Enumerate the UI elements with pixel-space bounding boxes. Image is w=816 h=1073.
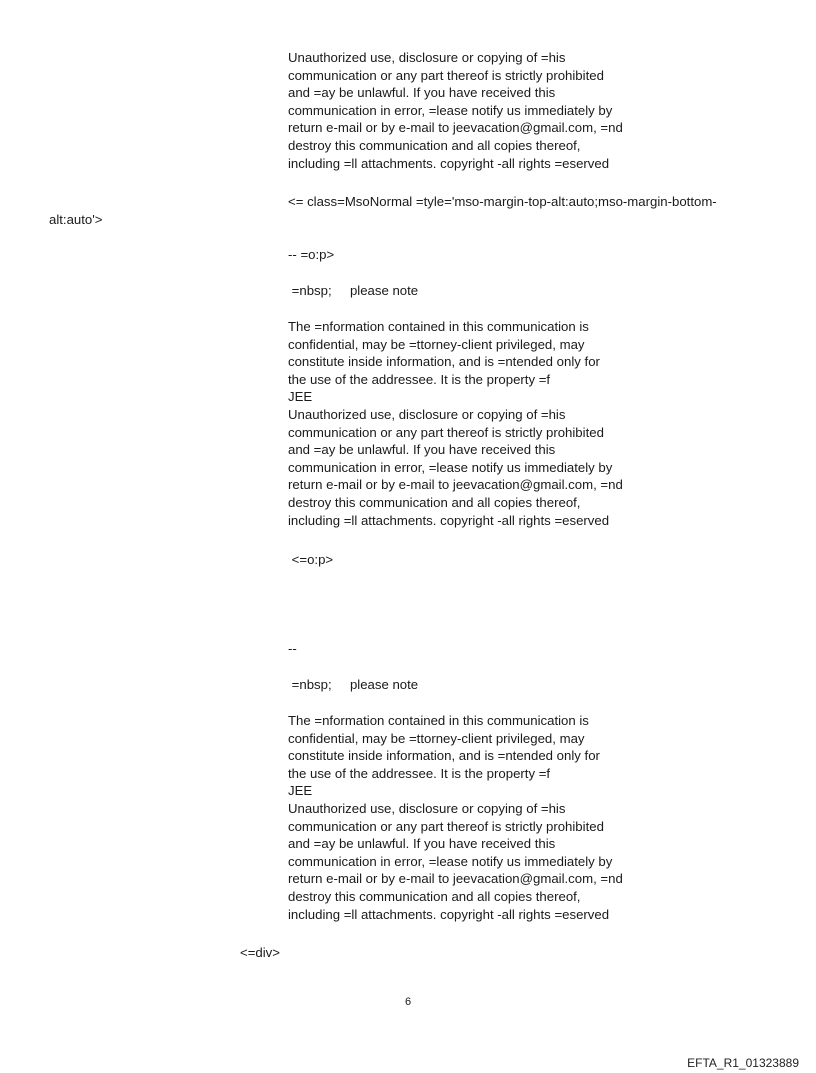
- disclaimer-line: communication or any part thereof is strictly prohibited: [288, 818, 604, 834]
- disclaimer-line: communication in error, =lease notify us immediately by: [288, 459, 613, 475]
- disclaimer-line: including =ll attachments. copyright -all rights =eserved: [288, 512, 610, 528]
- disclaimer-line: and =ay be unlawful. If you have received this: [288, 85, 556, 101]
- document-id: EFTA_R1_01323889: [687, 1056, 799, 1070]
- div-tag-line: <=div>: [240, 945, 280, 960]
- disclaimer-line: confidential, may be =ttorney-client privileged, may: [288, 730, 585, 746]
- disclaimer-line: confidential, may be =ttorney-client privileged, may: [288, 336, 585, 352]
- disclaimer-line: Unauthorized use, disclosure or copying of =his: [288, 800, 566, 816]
- disclaimer-line: Unauthorized use, disclosure or copying of =his: [288, 406, 566, 422]
- page-number: 6: [404, 996, 412, 1008]
- disclaimer-line: including =ll attachments. copyright -all rights =eserved: [288, 155, 610, 171]
- disclaimer-block-3: [288, 712, 623, 923]
- op-tag-line: <=o:p>: [288, 552, 334, 567]
- disclaimer-line: return e-mail or by e-mail to jeevacation@gmail.com, =nd: [288, 871, 623, 887]
- disclaimer-block-2: [288, 318, 623, 529]
- disclaimer-line: communication or any part thereof is strictly prohibited: [288, 67, 604, 83]
- disclaimer-line: JEE: [288, 389, 313, 405]
- disclaimer-line: The =nformation contained in this communication is: [288, 713, 589, 728]
- disclaimer-line: the use of the addressee. It is the property =f: [288, 765, 551, 781]
- disclaimer-line: communication in error, =lease notify us immediately by: [288, 853, 613, 869]
- disclaimer-line: destroy this communication and all copies thereof,: [288, 888, 581, 904]
- disclaimer-line: destroy this communication and all copies thereof,: [288, 494, 581, 510]
- disclaimer-block-1: [288, 49, 623, 172]
- disclaimer-line: return e-mail or by e-mail to jeevacation@gmail.com, =nd: [288, 477, 623, 493]
- please-note-line: =nbsp; please note: [288, 283, 419, 298]
- disclaimer-line: communication or any part thereof is strictly prohibited: [288, 424, 604, 440]
- please-note-line: =nbsp; please note: [288, 677, 419, 692]
- disclaimer-line: JEE: [288, 783, 313, 799]
- disclaimer-line: return e-mail or by e-mail to jeevacation@gmail.com, =nd: [288, 120, 623, 136]
- disclaimer-line: and =ay be unlawful. If you have received this: [288, 836, 556, 852]
- disclaimer-line: constitute inside information, and is =ntended only for: [288, 748, 600, 764]
- signature-separator: --: [288, 641, 297, 656]
- mso-tag-line: <= class=MsoNormal =tyle='mso-margin-top-alt:auto;mso-margin-bottom-: [288, 194, 717, 209]
- disclaimer-line: Unauthorized use, disclosure or copying of =his: [288, 50, 566, 65]
- disclaimer-line: communication in error, =lease notify us immediately by: [288, 102, 613, 118]
- mso-tag-line-continued: alt:auto'>: [49, 212, 103, 227]
- disclaimer-line: the use of the addressee. It is the property =f: [288, 371, 551, 387]
- disclaimer-line: and =ay be unlawful. If you have received this: [288, 442, 556, 458]
- disclaimer-line: The =nformation contained in this communication is: [288, 319, 589, 334]
- disclaimer-line: destroy this communication and all copies thereof,: [288, 137, 581, 153]
- disclaimer-line: constitute inside information, and is =ntended only for: [288, 354, 600, 370]
- disclaimer-line: including =ll attachments. copyright -all rights =eserved: [288, 906, 610, 922]
- signature-separator: -- =o:p>: [288, 247, 335, 262]
